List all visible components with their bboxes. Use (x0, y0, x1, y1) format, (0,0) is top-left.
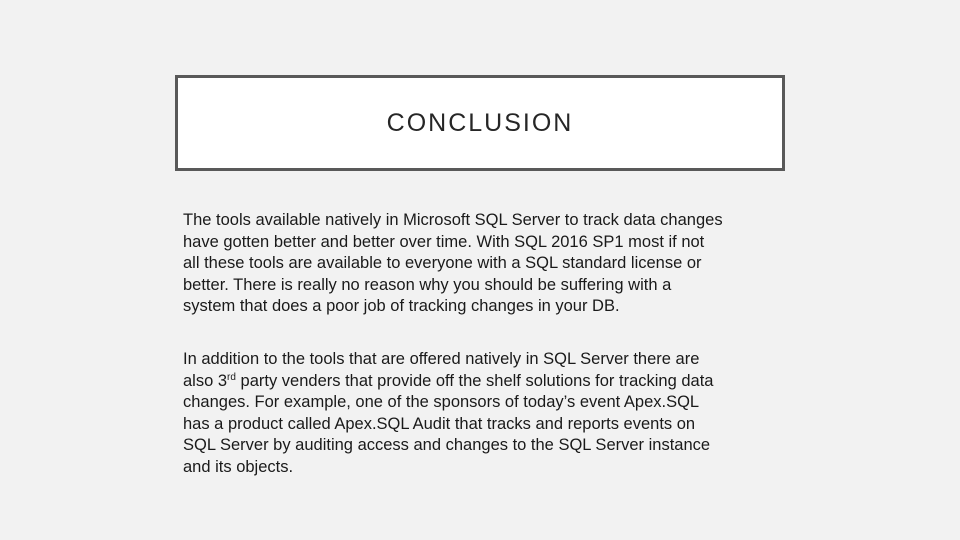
paragraph-line-suffix: party venders that provide off the shelf solutions for tracking data (235, 371, 714, 390)
paragraph-line-prefix: also 3 (183, 371, 228, 390)
slide-body (183, 210, 783, 479)
paragraph-third-party (183, 349, 783, 479)
ordinal-suffix: rd (227, 371, 236, 383)
paragraph-line: In addition to the tools that are offered natively in SQL Server there are (183, 349, 700, 368)
slide-title: CONCLUSION (386, 108, 574, 137)
title-box (175, 75, 785, 171)
paragraph-native-tools: The tools available natively in Microsoft SQL Server to track data changes have gotten better and better over time. With SQL 2016 SP1 most if not all these tools are available to everyone with a SQL standard license or better. There is really no reason why you should be suffering with a system that does a poor job of tracking changes in your DB. (183, 211, 723, 316)
paragraph-rest: changes. For example, one of the sponsors of today’s event Apex.SQL has a product called Apex.SQL Audit that tracks and reports events on SQL Server by auditing access and changes to the SQL Server instance and its objects. (183, 393, 711, 476)
